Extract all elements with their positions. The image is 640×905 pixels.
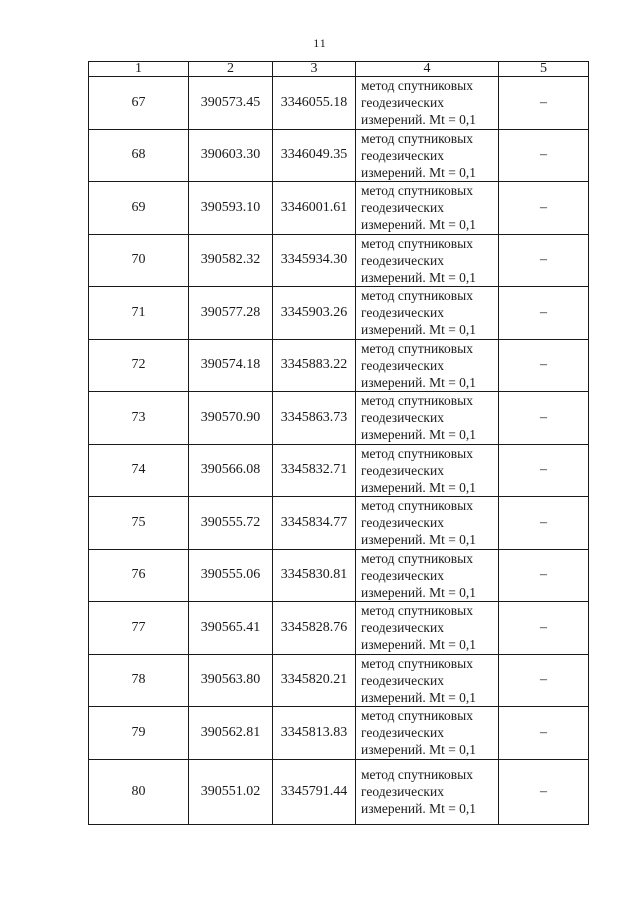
y-coordinate-cell: 3346055.18	[273, 77, 356, 130]
y-coordinate-cell: 3345834.77	[273, 497, 356, 550]
table-row	[89, 549, 589, 602]
table-row	[89, 444, 589, 497]
method-line: геодезических	[361, 410, 444, 426]
method-line: измерений. Mt = 0,1	[361, 689, 477, 705]
method-line: измерений. Mt = 0,1	[361, 479, 477, 495]
point-number-cell: 72	[89, 339, 189, 392]
note-cell: –	[499, 339, 589, 392]
point-number-cell: 74	[89, 444, 189, 497]
table-row	[89, 234, 589, 287]
method-line: метод спутниковых	[361, 183, 473, 199]
x-coordinate-cell: 390573.45	[189, 77, 273, 130]
note-cell: –	[499, 234, 589, 287]
method-cell	[356, 602, 499, 655]
method-cell	[356, 182, 499, 235]
table-row	[89, 654, 589, 707]
note-cell: –	[499, 444, 589, 497]
point-number-cell: 67	[89, 77, 189, 130]
method-line: измерений. Mt = 0,1	[361, 217, 477, 233]
point-number-cell: 73	[89, 392, 189, 445]
point-number-cell: 77	[89, 602, 189, 655]
method-line: измерений. Mt = 0,1	[361, 584, 477, 600]
table-row	[89, 759, 589, 824]
table-row	[89, 287, 589, 340]
point-number-cell: 70	[89, 234, 189, 287]
y-coordinate-cell: 3345903.26	[273, 287, 356, 340]
method-line: метод спутниковых	[361, 235, 473, 251]
point-number-cell: 78	[89, 654, 189, 707]
method-line: измерений. Mt = 0,1	[361, 164, 477, 180]
y-coordinate-cell: 3345828.76	[273, 602, 356, 655]
method-line: геодезических	[361, 672, 444, 688]
note-cell: –	[499, 602, 589, 655]
y-coordinate-cell: 3345830.81	[273, 549, 356, 602]
note-cell: –	[499, 287, 589, 340]
method-line: измерений. Mt = 0,1	[361, 269, 477, 285]
x-coordinate-cell: 390603.30	[189, 129, 273, 182]
method-line: геодезических	[361, 567, 444, 583]
note-cell: –	[499, 129, 589, 182]
method-cell	[356, 759, 499, 824]
method-line: метод спутниковых	[361, 340, 473, 356]
method-line: измерений. Mt = 0,1	[361, 637, 477, 653]
method-line: геодезических	[361, 620, 444, 636]
method-line: измерений. Mt = 0,1	[361, 427, 477, 443]
note-cell: –	[499, 707, 589, 760]
x-coordinate-cell: 390574.18	[189, 339, 273, 392]
method-cell	[356, 707, 499, 760]
method-line: геодезических	[361, 200, 444, 216]
x-coordinate-cell: 390555.72	[189, 497, 273, 550]
method-line: метод спутниковых	[361, 498, 473, 514]
method-line: геодезических	[361, 305, 444, 321]
method-line: метод спутниковых	[361, 603, 473, 619]
note-cell: –	[499, 654, 589, 707]
y-coordinate-cell: 3345820.21	[273, 654, 356, 707]
table-row	[89, 339, 589, 392]
y-coordinate-cell: 3345883.22	[273, 339, 356, 392]
point-number-cell: 68	[89, 129, 189, 182]
method-cell	[356, 129, 499, 182]
x-coordinate-cell: 390582.32	[189, 234, 273, 287]
method-line: метод спутниковых	[361, 288, 473, 304]
note-cell: –	[499, 182, 589, 235]
note-cell: –	[499, 497, 589, 550]
method-line: метод спутниковых	[361, 655, 473, 671]
table-row	[89, 77, 589, 130]
y-coordinate-cell: 3345791.44	[273, 759, 356, 824]
method-cell	[356, 654, 499, 707]
x-coordinate-cell: 390562.81	[189, 707, 273, 760]
coordinates-table	[88, 61, 589, 825]
method-line: геодезических	[361, 462, 444, 478]
method-line: геодезических	[361, 515, 444, 531]
method-line: измерений. Mt = 0,1	[361, 322, 477, 338]
method-cell	[356, 392, 499, 445]
method-line: метод спутниковых	[361, 708, 473, 724]
x-coordinate-cell: 390563.80	[189, 654, 273, 707]
table-row	[89, 392, 589, 445]
point-number-cell: 75	[89, 497, 189, 550]
point-number-cell: 80	[89, 759, 189, 824]
y-coordinate-cell: 3345832.71	[273, 444, 356, 497]
method-line: метод спутниковых	[361, 393, 473, 409]
x-coordinate-cell: 390566.08	[189, 444, 273, 497]
x-coordinate-cell: 390577.28	[189, 287, 273, 340]
method-line: геодезических	[361, 252, 444, 268]
method-line: метод спутниковых	[361, 445, 473, 461]
y-coordinate-cell: 3346049.35	[273, 129, 356, 182]
point-number-cell: 79	[89, 707, 189, 760]
table-header-row	[89, 62, 589, 77]
x-coordinate-cell: 390570.90	[189, 392, 273, 445]
method-cell	[356, 497, 499, 550]
method-line: метод спутниковых	[361, 78, 473, 94]
x-coordinate-cell: 390551.02	[189, 759, 273, 824]
table-row	[89, 707, 589, 760]
method-line: метод спутниковых	[361, 550, 473, 566]
x-coordinate-cell: 390593.10	[189, 182, 273, 235]
note-cell: –	[499, 392, 589, 445]
point-number-cell: 69	[89, 182, 189, 235]
note-cell: –	[499, 549, 589, 602]
table-row	[89, 602, 589, 655]
method-line: геодезических	[361, 147, 444, 163]
method-cell	[356, 287, 499, 340]
header-col-1: 1	[89, 62, 189, 77]
header-col-3: 3	[273, 62, 356, 77]
header-col-4: 4	[356, 62, 499, 77]
x-coordinate-cell: 390555.06	[189, 549, 273, 602]
note-cell: –	[499, 759, 589, 824]
method-line: измерений. Mt = 0,1	[361, 112, 477, 128]
method-line: измерений. Mt = 0,1	[361, 532, 477, 548]
method-cell	[356, 234, 499, 287]
method-line: метод спутниковых	[361, 767, 473, 782]
method-line: метод спутниковых	[361, 130, 473, 146]
method-line: геодезических	[361, 725, 444, 741]
table-body	[89, 77, 589, 825]
header-col-2: 2	[189, 62, 273, 77]
point-number-cell: 76	[89, 549, 189, 602]
x-coordinate-cell: 390565.41	[189, 602, 273, 655]
page-number: 11	[313, 36, 327, 50]
method-line: геодезических	[361, 357, 444, 373]
method-line: геодезических	[361, 784, 444, 799]
table-row	[89, 497, 589, 550]
method-cell	[356, 549, 499, 602]
method-cell	[356, 77, 499, 130]
method-cell	[356, 339, 499, 392]
y-coordinate-cell: 3345813.83	[273, 707, 356, 760]
y-coordinate-cell: 3345934.30	[273, 234, 356, 287]
table-row	[89, 182, 589, 235]
y-coordinate-cell: 3346001.61	[273, 182, 356, 235]
table-row	[89, 129, 589, 182]
point-number-cell: 71	[89, 287, 189, 340]
note-cell: –	[499, 77, 589, 130]
method-line: измерений. Mt = 0,1	[361, 801, 477, 816]
method-line: измерений. Mt = 0,1	[361, 742, 477, 758]
method-line: измерений. Mt = 0,1	[361, 374, 477, 390]
method-line: геодезических	[361, 95, 444, 111]
y-coordinate-cell: 3345863.73	[273, 392, 356, 445]
header-col-5: 5	[499, 62, 589, 77]
method-cell	[356, 444, 499, 497]
